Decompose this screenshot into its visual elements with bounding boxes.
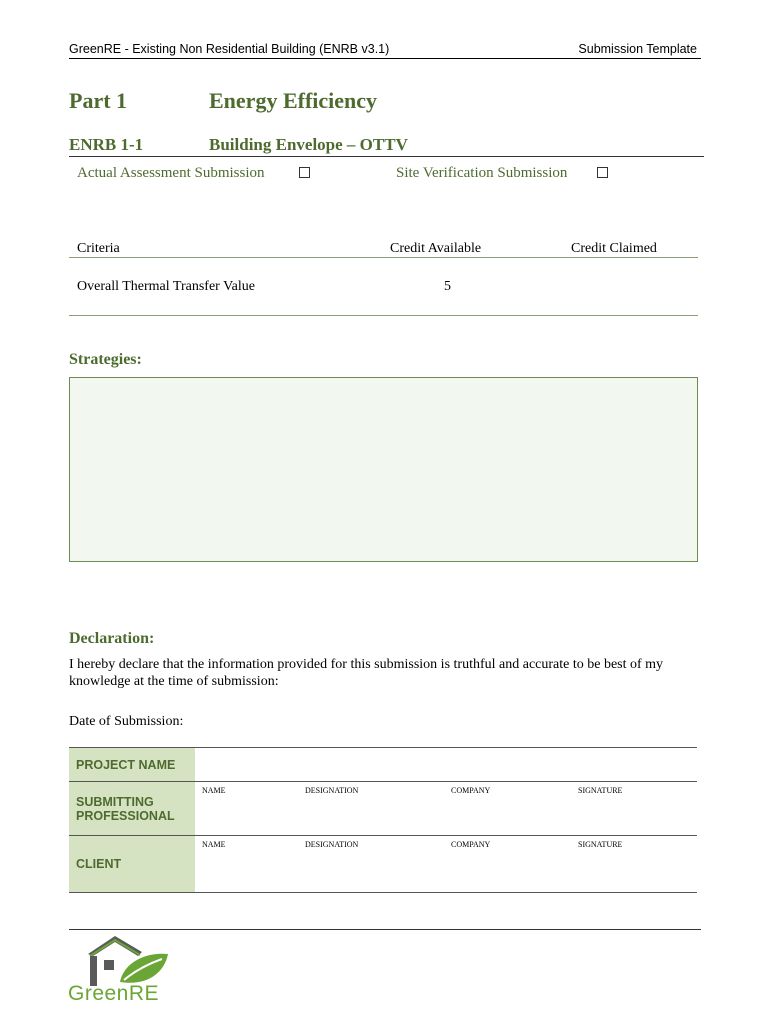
header-left-text: GreenRE - Existing Non Residential Building (ENRB v3.1) — [69, 42, 390, 56]
site-verification-label: Site Verification Submission — [396, 165, 568, 181]
criteria-row-available: 5 — [444, 279, 451, 294]
criteria-bottom-rule — [69, 315, 698, 316]
credit-claimed-header: Credit Claimed — [571, 241, 657, 256]
section-code: ENRB 1-1 — [69, 135, 144, 154]
actual-assessment-label: Actual Assessment Submission — [77, 165, 265, 181]
client-company-label: COMPANY — [451, 840, 491, 849]
project-name-row — [69, 748, 697, 782]
project-name-field[interactable] — [195, 748, 697, 782]
criteria-header-rule — [69, 257, 698, 258]
project-name-label: PROJECT NAME — [69, 748, 195, 782]
declaration-table — [69, 747, 697, 893]
criteria-row-name: Overall Thermal Transfer Value — [77, 279, 255, 294]
sp-name-label: NAME — [202, 786, 226, 795]
credit-available-header: Credit Available — [390, 241, 482, 256]
declaration-heading: Declaration: — [69, 630, 155, 647]
submitting-professional-label: SUBMITTING PROFESSIONAL — [69, 782, 195, 836]
logo-text: GreenRE — [68, 982, 160, 1005]
header-rule — [69, 58, 701, 59]
site-verification-checkbox[interactable] — [597, 167, 608, 178]
part-number: Part 1 — [69, 88, 128, 113]
strategies-heading: Strategies: — [69, 351, 142, 368]
client-row — [69, 836, 697, 893]
client-name-label: NAME — [202, 840, 226, 849]
client-signature-label: SIGNATURE — [578, 840, 623, 849]
section-title: Building Envelope – OTTV — [209, 135, 408, 154]
part-title: Energy Efficiency — [209, 88, 378, 113]
client-label: CLIENT — [69, 836, 195, 893]
strategies-textbox[interactable] — [69, 377, 698, 562]
submitting-professional-field[interactable] — [195, 782, 697, 836]
header-right-text: Submission Template — [578, 42, 697, 56]
submitting-professional-row — [69, 782, 697, 836]
sp-signature-label: SIGNATURE — [578, 786, 623, 795]
sp-designation-label: DESIGNATION — [305, 786, 359, 795]
sp-company-label: COMPANY — [451, 786, 491, 795]
house-leaf-icon — [68, 934, 173, 986]
section-rule — [69, 156, 704, 157]
declaration-statement: I hereby declare that the information provided for this submission is truthful and accurate to be best of my knowledge at the time of submission: — [69, 657, 664, 689]
date-of-submission-label: Date of Submission: — [69, 714, 184, 729]
client-field[interactable] — [195, 836, 697, 893]
client-designation-label: DESIGNATION — [305, 840, 359, 849]
greenre-logo — [68, 934, 173, 1009]
actual-assessment-checkbox[interactable] — [299, 167, 310, 178]
criteria-header: Criteria — [77, 241, 120, 256]
footer-rule — [69, 929, 701, 930]
